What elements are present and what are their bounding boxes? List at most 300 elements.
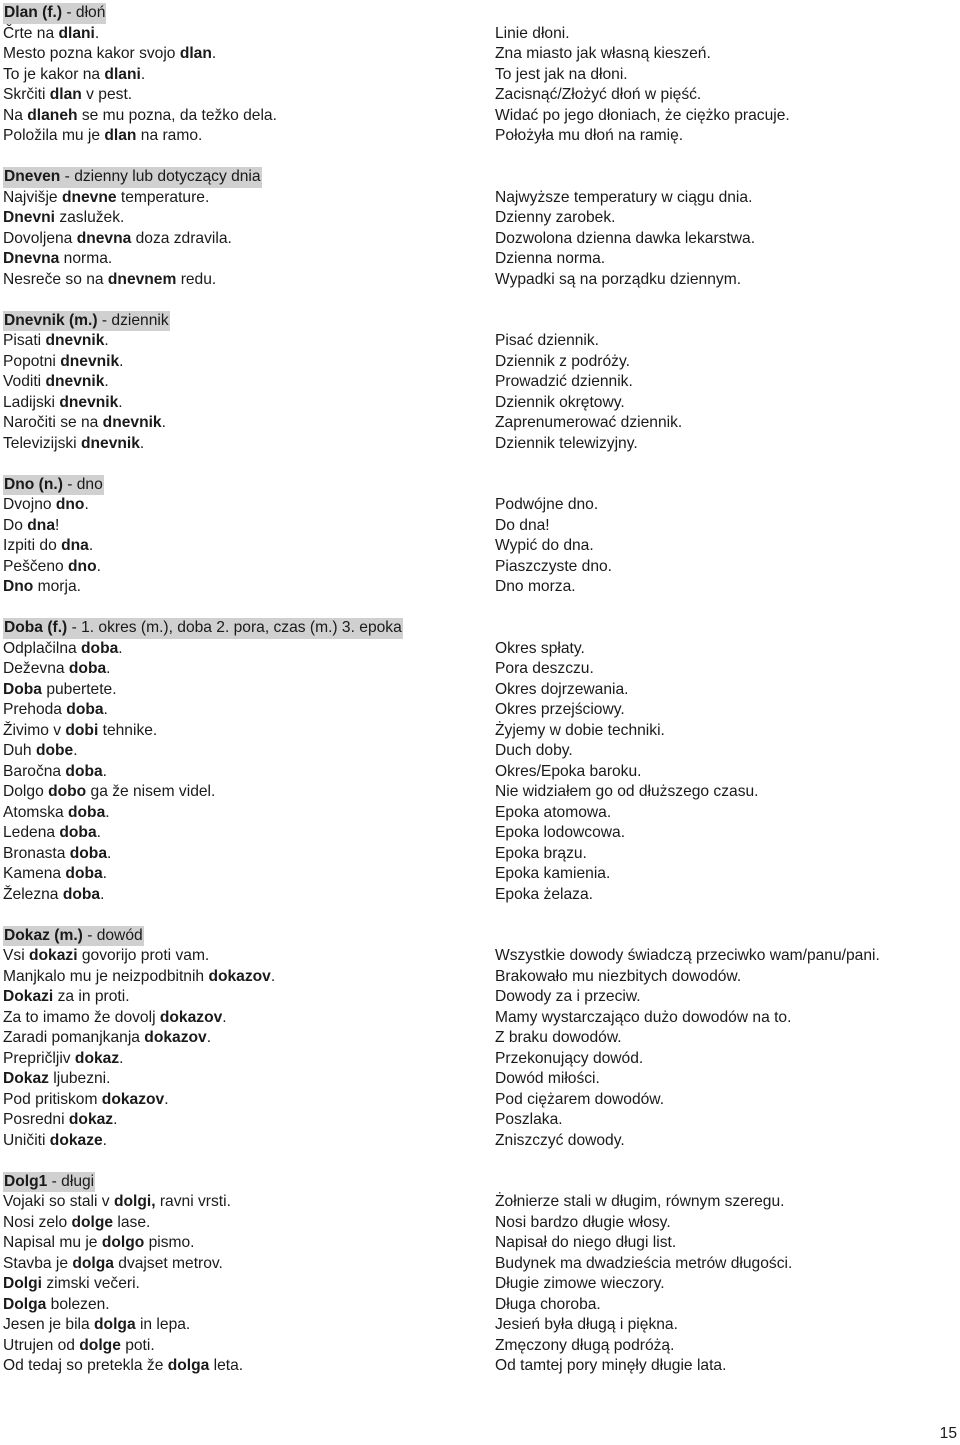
plain-text: Nosi zelo bbox=[3, 1213, 72, 1231]
headword-text: dlani bbox=[104, 65, 141, 83]
entry-header bbox=[3, 926, 144, 947]
headword-text: Doba (f.) bbox=[4, 619, 68, 636]
headword-text: doba bbox=[68, 660, 107, 677]
slovene-example bbox=[3, 188, 209, 209]
polish-translation: Zacisnąć/Złożyć dłoń w pięść. bbox=[495, 86, 702, 103]
plain-text: . bbox=[222, 1008, 227, 1026]
plain-text: . bbox=[118, 393, 123, 411]
plain-text: Utrujen od bbox=[3, 1336, 80, 1354]
headword-text: dobe bbox=[35, 742, 74, 759]
headword-text: Dolga bbox=[3, 1295, 47, 1313]
example-row bbox=[3, 208, 953, 229]
headword-text: dolge bbox=[79, 1336, 121, 1354]
polish-translation: Żołnierze stali w długim, równym szeregu. bbox=[495, 1193, 785, 1210]
plain-text: Zaradi pomanjkanja bbox=[3, 1029, 145, 1046]
polish-translation: Wypić do dna. bbox=[495, 537, 594, 554]
plain-text: tehnike. bbox=[98, 721, 158, 739]
slovene-example bbox=[3, 270, 216, 291]
plain-text: Stavba je bbox=[3, 1254, 73, 1272]
plain-text: . bbox=[161, 414, 166, 431]
example-row bbox=[3, 1336, 953, 1357]
plain-text: ravni vrsti. bbox=[155, 1193, 231, 1210]
plain-text: lase. bbox=[113, 1213, 151, 1231]
plain-text: Živimo v bbox=[3, 721, 66, 739]
plain-text: Pod pritiskom bbox=[3, 1090, 102, 1108]
slovene-example bbox=[3, 823, 101, 844]
slovene-example bbox=[3, 413, 166, 434]
headword-text: dlani bbox=[58, 24, 95, 42]
plain-text: poti. bbox=[120, 1336, 155, 1354]
polish-translation: Najwyższe temperatury w ciągu dnia. bbox=[495, 188, 753, 206]
example-row bbox=[3, 270, 953, 291]
plain-text: Televizijski bbox=[3, 434, 81, 452]
entry-header-row bbox=[3, 311, 953, 332]
slovene-example bbox=[3, 987, 130, 1008]
slovene-example bbox=[3, 1295, 110, 1316]
example-row bbox=[3, 372, 953, 393]
dictionary-entry bbox=[3, 926, 953, 1152]
plain-text: . bbox=[73, 742, 78, 759]
entry-header-row bbox=[3, 3, 953, 24]
entry-header bbox=[3, 618, 403, 639]
headword-text: Dokazi bbox=[3, 988, 54, 1005]
slovene-example bbox=[3, 557, 101, 578]
plain-text: ! bbox=[55, 516, 60, 534]
slovene-example bbox=[3, 372, 109, 393]
polish-translation: Dno morza. bbox=[495, 578, 576, 595]
headword-text: dobo bbox=[48, 783, 87, 800]
polish-translation: Linie dłoni. bbox=[495, 24, 570, 42]
plain-text: Mesto pozna kakor svojo bbox=[3, 45, 180, 62]
plain-text: Uničiti bbox=[3, 1131, 50, 1149]
example-row bbox=[3, 85, 953, 106]
headword-text: doba bbox=[81, 639, 119, 657]
plain-text: . bbox=[104, 373, 109, 390]
polish-translation: Okres spłaty. bbox=[495, 639, 585, 657]
polish-translation: To jest jak na dłoni. bbox=[495, 65, 628, 83]
headword-text: dnevnik bbox=[45, 373, 105, 390]
headword-text: Dno bbox=[3, 578, 34, 595]
headword-text: Dnevni bbox=[3, 209, 55, 226]
headword-text: dolga bbox=[167, 1357, 210, 1374]
slovene-example bbox=[3, 700, 108, 721]
headword-text: Dnevna bbox=[3, 250, 60, 267]
example-row bbox=[3, 65, 953, 86]
slovene-example bbox=[3, 885, 104, 906]
example-row bbox=[3, 1028, 953, 1049]
headword-text: Dnevnik (m.) bbox=[4, 311, 98, 329]
example-row bbox=[3, 434, 953, 455]
plain-text: Odplačilna bbox=[3, 639, 82, 657]
headword-text: doba bbox=[68, 803, 106, 821]
entry-header bbox=[3, 475, 104, 496]
plain-text: Železna bbox=[3, 885, 63, 903]
entry-header-row bbox=[3, 475, 953, 496]
polish-translation: Epoka żelaza. bbox=[495, 885, 593, 903]
slovene-example bbox=[3, 1254, 223, 1275]
plain-text: govorijo proti vam. bbox=[77, 947, 210, 964]
polish-translation: Dzienny zarobek. bbox=[495, 209, 616, 226]
plain-text: . bbox=[139, 434, 145, 452]
plain-text: ljubezni. bbox=[48, 1070, 111, 1087]
headword-text: dokaz bbox=[74, 1049, 120, 1067]
polish-translation: Zniszczyć dowody. bbox=[495, 1131, 625, 1149]
headword-text: dolgi, bbox=[113, 1193, 156, 1210]
entry-header-row bbox=[3, 926, 953, 947]
headword-text: dlan bbox=[179, 45, 212, 62]
example-row bbox=[3, 1131, 953, 1152]
plain-text: . bbox=[119, 352, 124, 370]
polish-translation: Długa choroba. bbox=[495, 1295, 601, 1313]
slovene-example bbox=[3, 659, 110, 680]
plain-text: . bbox=[113, 1111, 118, 1128]
polish-translation: Zaprenumerować dziennik. bbox=[495, 414, 683, 431]
polish-translation: Pod ciężarem dowodów. bbox=[495, 1090, 665, 1108]
headword-text: Doba bbox=[3, 680, 42, 698]
entry-header-row bbox=[3, 618, 953, 639]
plain-text: Prehoda bbox=[3, 701, 67, 718]
headword-text: dnevnik bbox=[80, 434, 140, 452]
polish-translation: Epoka atomowa. bbox=[495, 803, 612, 821]
example-row bbox=[3, 1069, 953, 1090]
polish-translation: Okres/Epoka baroku. bbox=[495, 762, 642, 780]
headword-text: Dokaz (m.) bbox=[4, 926, 83, 944]
slovene-example bbox=[3, 1069, 110, 1090]
polish-translation: Długie zimowe wieczory. bbox=[495, 1275, 665, 1292]
plain-text: . bbox=[164, 1090, 169, 1108]
entry-header-row bbox=[3, 167, 953, 188]
plain-text: . bbox=[270, 967, 276, 985]
entry-header bbox=[3, 3, 106, 24]
plain-text: dvajset metrov. bbox=[113, 1254, 223, 1272]
slovene-example bbox=[3, 536, 93, 557]
dictionary-entry bbox=[3, 618, 953, 905]
entry-header bbox=[3, 167, 262, 188]
plain-text: Nesreče so na bbox=[3, 270, 108, 288]
slovene-example bbox=[3, 1110, 117, 1131]
plain-text: morja. bbox=[33, 578, 81, 595]
polish-translation: Dozwolona dzienna dawka lekarstwa. bbox=[495, 229, 756, 247]
slovene-example bbox=[3, 680, 117, 701]
headword-text: dokazi bbox=[29, 947, 78, 964]
plain-text: zimski večeri. bbox=[41, 1275, 140, 1292]
slovene-example bbox=[3, 639, 123, 660]
headword-text: dokaze bbox=[49, 1131, 103, 1149]
polish-translation: Do dna! bbox=[495, 516, 550, 534]
plain-text: Za to imamo že dovolj bbox=[3, 1008, 160, 1026]
example-row bbox=[3, 864, 953, 885]
headword-text: dolge bbox=[71, 1213, 114, 1231]
headword-text: Dlan (f.) bbox=[4, 4, 63, 21]
plain-text: Voditi bbox=[3, 373, 46, 390]
slovene-example bbox=[3, 1274, 140, 1295]
plain-text: pubertete. bbox=[41, 680, 117, 698]
plain-text: zaslužek. bbox=[55, 209, 125, 226]
headword-text: dnevnik bbox=[59, 393, 119, 411]
plain-text: v pest. bbox=[81, 86, 133, 103]
plain-text: na ramo. bbox=[136, 127, 203, 144]
plain-text: . bbox=[88, 537, 94, 554]
plain-text: za in proti. bbox=[53, 988, 130, 1005]
dictionary-entry bbox=[3, 475, 953, 598]
polish-translation: Poszlaka. bbox=[495, 1111, 563, 1128]
headword-text: dlan bbox=[49, 86, 82, 103]
example-row bbox=[3, 516, 953, 537]
dictionary-entry bbox=[3, 1172, 953, 1377]
polish-translation: Dowody za i przeciw. bbox=[495, 988, 641, 1005]
slovene-example bbox=[3, 1213, 150, 1234]
plain-text: . bbox=[140, 65, 146, 83]
slovene-example bbox=[3, 1028, 211, 1049]
headword-text: dokaz bbox=[68, 1111, 114, 1128]
polish-translation: Widać po jego dłoniach, że ciężko pracuje. bbox=[495, 106, 790, 124]
example-row bbox=[3, 1254, 953, 1275]
plain-text: . bbox=[100, 885, 105, 903]
example-row bbox=[3, 721, 953, 742]
example-row bbox=[3, 188, 953, 209]
polish-translation: Pora deszczu. bbox=[495, 660, 594, 677]
plain-text: Manjkalo mu je neizpodbitnih bbox=[3, 967, 209, 985]
polish-translation: Od tamtej pory minęły długie lata. bbox=[495, 1357, 727, 1374]
headword-text: doba bbox=[66, 701, 104, 718]
slovene-example bbox=[3, 331, 109, 352]
plain-text: . bbox=[102, 762, 108, 780]
slovene-example bbox=[3, 24, 99, 45]
slovene-example bbox=[3, 126, 202, 147]
plain-text: - dłoń bbox=[62, 4, 106, 21]
example-row bbox=[3, 1008, 953, 1029]
slovene-example bbox=[3, 782, 215, 803]
entry-header bbox=[3, 311, 170, 332]
example-row bbox=[3, 126, 953, 147]
headword-text: dna bbox=[61, 537, 89, 554]
slovene-example bbox=[3, 229, 232, 250]
slovene-example bbox=[3, 1336, 155, 1357]
plain-text: Popotni bbox=[3, 352, 61, 370]
polish-translation: Nie widziałem go od dłuższego czasu. bbox=[495, 783, 759, 800]
headword-text: dnevnik bbox=[102, 414, 162, 431]
example-row bbox=[3, 24, 953, 45]
slovene-example bbox=[3, 1192, 231, 1213]
headword-text: dolga bbox=[72, 1254, 114, 1272]
slovene-example bbox=[3, 1315, 190, 1336]
headword-text: dokazov bbox=[159, 1008, 223, 1026]
plain-text: Napisal mu je bbox=[3, 1234, 102, 1251]
dictionary-page bbox=[3, 3, 953, 1397]
plain-text: . bbox=[94, 24, 100, 42]
example-row bbox=[3, 1315, 953, 1336]
plain-text: Do bbox=[3, 516, 28, 534]
slovene-example bbox=[3, 844, 111, 865]
plain-text: . bbox=[102, 1131, 108, 1149]
headword-text: dnevnem bbox=[107, 270, 177, 288]
polish-translation: Prowadzić dziennik. bbox=[495, 373, 633, 390]
example-row bbox=[3, 782, 953, 803]
plain-text: Peščeno bbox=[3, 557, 69, 575]
polish-translation: Okres dojrzewania. bbox=[495, 680, 629, 698]
polish-translation: Dziennik okrętowy. bbox=[495, 393, 625, 411]
example-row bbox=[3, 946, 953, 967]
example-row bbox=[3, 967, 953, 988]
plain-text: se mu pozna, da težko dela. bbox=[77, 106, 277, 124]
slovene-example bbox=[3, 516, 59, 537]
headword-text: dlaneh bbox=[27, 106, 78, 124]
headword-text: dna bbox=[27, 516, 56, 534]
example-row bbox=[3, 700, 953, 721]
headword-text: dno bbox=[68, 557, 97, 575]
polish-translation: Epoka lodowcowa. bbox=[495, 824, 626, 841]
example-row bbox=[3, 844, 953, 865]
polish-translation: Przekonujący dowód. bbox=[495, 1049, 644, 1067]
plain-text: . bbox=[211, 45, 217, 62]
headword-text: dolgo bbox=[101, 1234, 145, 1251]
example-row bbox=[3, 536, 953, 557]
slovene-example bbox=[3, 1356, 243, 1377]
slovene-example bbox=[3, 393, 123, 414]
slovene-example bbox=[3, 495, 89, 516]
example-row bbox=[3, 803, 953, 824]
plain-text: . bbox=[119, 1049, 124, 1067]
headword-text: dobi bbox=[65, 721, 99, 739]
headword-text: Dneven bbox=[4, 168, 61, 185]
headword-text: Dolgi bbox=[3, 1275, 42, 1292]
polish-translation: Z braku dowodów. bbox=[495, 1029, 622, 1046]
plain-text: Bronasta bbox=[3, 844, 70, 862]
entry-header-row bbox=[3, 1172, 953, 1193]
polish-translation: Epoka brązu. bbox=[495, 844, 587, 862]
polish-translation: Podwójne dno. bbox=[495, 496, 599, 513]
example-row bbox=[3, 639, 953, 660]
entry-header bbox=[3, 1172, 95, 1193]
polish-translation: Wszystkie dowody świadczą przeciwko wam/panu/pani. bbox=[495, 947, 880, 964]
example-row bbox=[3, 1049, 953, 1070]
example-row bbox=[3, 1356, 953, 1377]
plain-text: Dvojno bbox=[3, 496, 56, 513]
plain-text: To je kakor na bbox=[3, 65, 105, 83]
plain-text: Kamena bbox=[3, 865, 66, 882]
plain-text: . bbox=[96, 824, 101, 841]
headword-text: dokazov bbox=[101, 1090, 165, 1108]
example-row bbox=[3, 557, 953, 578]
plain-text: Od tedaj so pretekla že bbox=[3, 1357, 168, 1374]
plain-text: Posredni bbox=[3, 1111, 69, 1128]
headword-text: dlan bbox=[104, 127, 137, 144]
plain-text: Ladijski bbox=[3, 393, 60, 411]
plain-text: pismo. bbox=[144, 1234, 195, 1251]
example-row bbox=[3, 741, 953, 762]
slovene-example bbox=[3, 577, 81, 598]
slovene-example bbox=[3, 1090, 169, 1111]
slovene-example bbox=[3, 44, 216, 65]
slovene-example bbox=[3, 803, 110, 824]
plain-text: Atomska bbox=[3, 803, 68, 821]
example-row bbox=[3, 495, 953, 516]
example-row bbox=[3, 659, 953, 680]
plain-text: Vojaki so stali v bbox=[3, 1193, 114, 1210]
polish-translation: Brakowało mu niezbitych dowodów. bbox=[495, 967, 742, 985]
slovene-example bbox=[3, 864, 107, 885]
polish-translation: Napisał do niego długi list. bbox=[495, 1234, 677, 1251]
polish-translation: Mamy wystarczająco dużo dowodów na to. bbox=[495, 1008, 792, 1026]
plain-text: Izpiti do bbox=[3, 537, 62, 554]
plain-text: Duh bbox=[3, 742, 36, 759]
example-row bbox=[3, 106, 953, 127]
plain-text: Na bbox=[3, 106, 28, 124]
plain-text: . bbox=[206, 1029, 212, 1046]
plain-text: Ledena bbox=[3, 824, 60, 841]
slovene-example bbox=[3, 762, 107, 783]
plain-text: . bbox=[104, 332, 109, 349]
slovene-example bbox=[3, 65, 145, 86]
plain-text: Skrčiti bbox=[3, 86, 50, 103]
plain-text: - dowód bbox=[82, 926, 143, 944]
example-row bbox=[3, 393, 953, 414]
plain-text: - dzienny lub dotyczący dnia bbox=[60, 168, 261, 185]
example-row bbox=[3, 1295, 953, 1316]
plain-text: . bbox=[105, 803, 110, 821]
polish-translation: Dziennik telewizyjny. bbox=[495, 434, 638, 452]
example-row bbox=[3, 885, 953, 906]
plain-text: Vsi bbox=[3, 947, 29, 964]
example-row bbox=[3, 249, 953, 270]
dictionary-entry bbox=[3, 167, 953, 290]
polish-translation: Zmęczony długą podróżą. bbox=[495, 1336, 675, 1354]
slovene-example bbox=[3, 1233, 195, 1254]
headword-text: Dokaz bbox=[3, 1070, 49, 1087]
example-row bbox=[3, 1090, 953, 1111]
example-row bbox=[3, 1192, 953, 1213]
headword-text: dnevnik bbox=[45, 332, 105, 349]
plain-text: . bbox=[103, 701, 108, 718]
headword-text: dokazov bbox=[144, 1029, 207, 1046]
plain-text: . bbox=[96, 557, 101, 575]
example-row bbox=[3, 413, 953, 434]
polish-translation: Budynek ma dwadzieścia metrów długości. bbox=[495, 1254, 793, 1272]
dictionary-entry bbox=[3, 311, 953, 455]
plain-text: - długi bbox=[47, 1172, 95, 1190]
plain-text: Deževna bbox=[3, 660, 69, 677]
headword-text: doba bbox=[65, 762, 103, 780]
polish-translation: Zna miasto jak własną kieszeń. bbox=[495, 45, 711, 62]
example-row bbox=[3, 352, 953, 373]
example-row bbox=[3, 577, 953, 598]
plain-text: . bbox=[84, 496, 89, 513]
polish-translation: Dziennik z podróży. bbox=[495, 352, 630, 370]
example-row bbox=[3, 1233, 953, 1254]
slovene-example bbox=[3, 208, 124, 229]
plain-text: in lepa. bbox=[135, 1316, 191, 1333]
polish-translation: Dowód miłości. bbox=[495, 1070, 600, 1087]
plain-text: leta. bbox=[209, 1357, 244, 1374]
headword-text: dokazov bbox=[208, 967, 271, 985]
plain-text: ga že nisem videl. bbox=[86, 783, 216, 800]
slovene-example bbox=[3, 967, 275, 988]
slovene-example bbox=[3, 434, 144, 455]
plain-text: Jesen je bila bbox=[3, 1316, 95, 1333]
headword-text: dnevnik bbox=[60, 352, 120, 370]
plain-text: Prepričljiv bbox=[3, 1049, 75, 1067]
slovene-example bbox=[3, 106, 277, 127]
plain-text: norma. bbox=[59, 250, 113, 267]
example-row bbox=[3, 762, 953, 783]
plain-text: Črte na bbox=[3, 24, 59, 42]
example-row bbox=[3, 1213, 953, 1234]
example-row bbox=[3, 823, 953, 844]
plain-text: - dno bbox=[62, 475, 103, 493]
polish-translation: Pisać dziennik. bbox=[495, 332, 600, 349]
plain-text: redu. bbox=[176, 270, 217, 288]
plain-text: temperature. bbox=[116, 188, 210, 206]
